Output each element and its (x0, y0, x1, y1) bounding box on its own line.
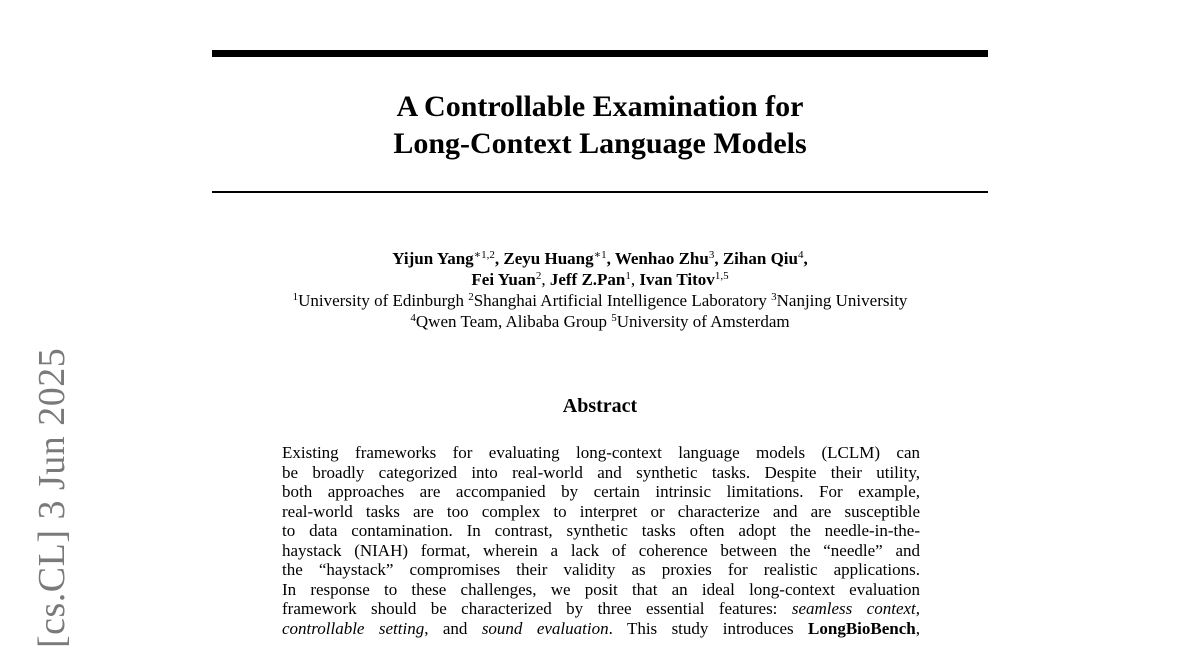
abstract-text: . This study introduces (608, 618, 809, 638)
affiliation-name: Shanghai Artificial Intelligence Laboratory (473, 291, 767, 310)
author-name: Yijun Yang (392, 249, 474, 268)
author-name: Wenhao Zhu (614, 249, 709, 268)
author-separator: , (714, 249, 723, 268)
arxiv-side-stamp: [cs.CL] 3 Jun 2025 (31, 347, 73, 648)
abstract-text: , (915, 618, 920, 638)
author-name: Zeyu Huang (503, 249, 594, 268)
abstract-line: In response to these challenges, we posit that an ideal long-context evaluation (282, 579, 920, 599)
abstract-emphasis: controllable setting (282, 618, 425, 638)
title-line-1: A Controllable Examination for (396, 90, 804, 123)
author-affil-mark: ∗1,2 (473, 249, 495, 261)
author-separator: , (494, 249, 504, 268)
title-bottom-rule (212, 191, 988, 193)
author-affil-mark: 1,5 (714, 270, 729, 282)
author-separator: , (630, 270, 640, 289)
author-line-1 (200, 248, 1000, 269)
author-affil-mark: 4 (797, 249, 804, 261)
abstract-heading: Abstract (562, 395, 638, 417)
author-name: Jeff Z.Pan (549, 270, 626, 289)
abstract-text: , (915, 599, 921, 618)
author-name: Fei Yuan (471, 270, 536, 289)
abstract-line: to data contamination. In contrast, synthetic tasks often adopt the needle-in-the- (282, 521, 920, 540)
paper-title (212, 88, 988, 162)
affiliation-mark: 5 (611, 312, 617, 324)
affiliation-mark: 4 (410, 312, 416, 324)
affiliation-line-1 (200, 290, 1000, 311)
author-separator: , (803, 249, 808, 268)
author-affil-mark: 1 (625, 270, 631, 282)
abstract-line: haystack (NIAH) format, wherein a lack of coherence between the “needle” and (282, 540, 920, 560)
author-affil-mark: 3 (708, 249, 715, 261)
abstract-text: framework should be characterized by three essential features: (282, 599, 792, 618)
benchmark-name: LongBioBench (808, 618, 916, 638)
author-affil-mark: ∗1 (593, 249, 607, 261)
author-line-2 (200, 269, 1000, 290)
abstract-line: both approaches are accompanied by certain intrinsic limitations. For example, (282, 482, 920, 501)
author-separator: , (606, 249, 615, 268)
affiliation-name: University of Amsterdam (616, 312, 790, 331)
abstract-line: real-world tasks are too complex to interpret or characterize and are susceptible (282, 501, 920, 521)
title-top-rule (212, 50, 988, 57)
abstract-line: Existing frameworks for evaluating long-context language models (LCLM) can (282, 443, 920, 462)
abstract-text: , and (424, 618, 482, 638)
abstract-emphasis: seamless context (791, 599, 916, 618)
title-line-2: Long-Context Language Models (393, 127, 807, 160)
author-block (200, 248, 1000, 332)
affiliation-name: University of Edinburgh (298, 291, 464, 310)
abstract-line: the “haystack” compromises their validity as proxies for realistic applications. (282, 560, 920, 579)
author-name: Ivan Titov (639, 270, 715, 289)
abstract-body (282, 443, 920, 638)
affiliation-mark: 2 (468, 291, 474, 303)
author-name: Zihan Qiu (722, 249, 798, 268)
abstract-line: be broadly categorized into real-world and synthetic tasks. Despite their utility, (282, 462, 920, 482)
affiliation-line-2 (200, 311, 1000, 332)
affiliation-mark: 3 (771, 291, 777, 303)
affiliation-mark: 1 (292, 291, 299, 303)
abstract-line (282, 599, 920, 619)
affiliation-name: Nanjing University (776, 291, 908, 310)
author-separator: , (541, 270, 550, 289)
abstract-line (282, 619, 920, 639)
author-affil-mark: 2 (535, 270, 542, 282)
abstract-emphasis: sound evaluation (481, 618, 609, 638)
affiliation-name: Qwen Team, Alibaba Group (415, 312, 608, 331)
